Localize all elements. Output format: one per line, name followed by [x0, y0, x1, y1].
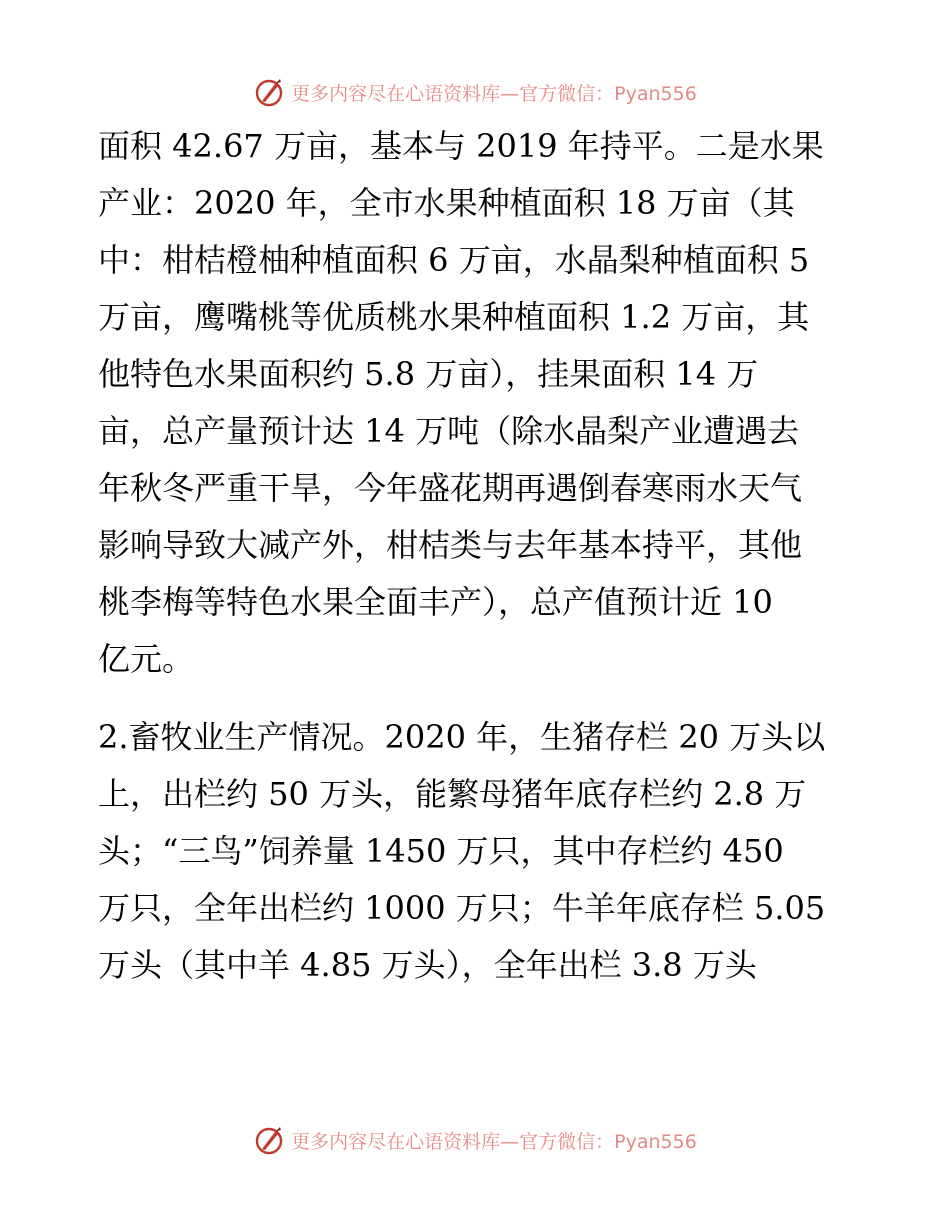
- watermark-text: 更多内容尽在心语资料库—官方微信：Pyan556: [291, 82, 697, 105]
- text-line: 上，出栏约 50 万头，能繁母猪年底存栏约 2.8 万: [98, 775, 807, 813]
- paragraph-fruit-industry: [98, 118, 858, 688]
- text-line: 桃李梅等特色水果全面丰产），总产值预计近 10: [98, 583, 773, 621]
- text-line: 万只，全年出栏约 1000 万只；牛羊年底存栏 5.05: [98, 889, 826, 927]
- text-line: 年秋冬严重干旱，今年盛花期再遇倒春寒雨水天气: [98, 469, 803, 507]
- text-line: 影响导致大减产外，柑桔类与去年基本持平，其他: [98, 526, 803, 564]
- text-line: 亩，总产量预计达 14 万吨（除水晶梨产业遭遇去: [98, 412, 800, 450]
- text-line: 面积 42.67 万亩，基本与 2019 年持平。二是水果: [98, 127, 824, 165]
- text-line: 2.畜牧业生产情况。2020 年，生猪存栏 20 万头以: [98, 718, 826, 756]
- quill-logo-icon: [253, 76, 285, 108]
- text-line: 头；“三鸟”饲养量 1450 万只，其中存栏约 450: [98, 832, 784, 870]
- document-body: [98, 118, 858, 994]
- quill-logo-icon: [253, 1124, 285, 1156]
- text-line: 中：柑桔橙柚种植面积 6 万亩，水晶梨种植面积 5: [98, 241, 810, 279]
- paragraph-livestock: [98, 709, 858, 994]
- header-watermark: [0, 72, 950, 112]
- text-line: 产业：2020 年，全市水果种植面积 18 万亩（其: [98, 184, 795, 222]
- text-line: 万亩，鹰嘴桃等优质桃水果种植面积 1.2 万亩，其: [98, 298, 810, 336]
- text-line: 他特色水果面积约 5.8 万亩），挂果面积 14 万: [98, 355, 759, 393]
- text-line: 亿元。: [98, 640, 195, 678]
- text-line: 万头（其中羊 4.85 万头），全年出栏 3.8 万头: [98, 946, 757, 984]
- footer-watermark: [0, 1120, 950, 1160]
- watermark-text: 更多内容尽在心语资料库—官方微信：Pyan556: [291, 1130, 697, 1153]
